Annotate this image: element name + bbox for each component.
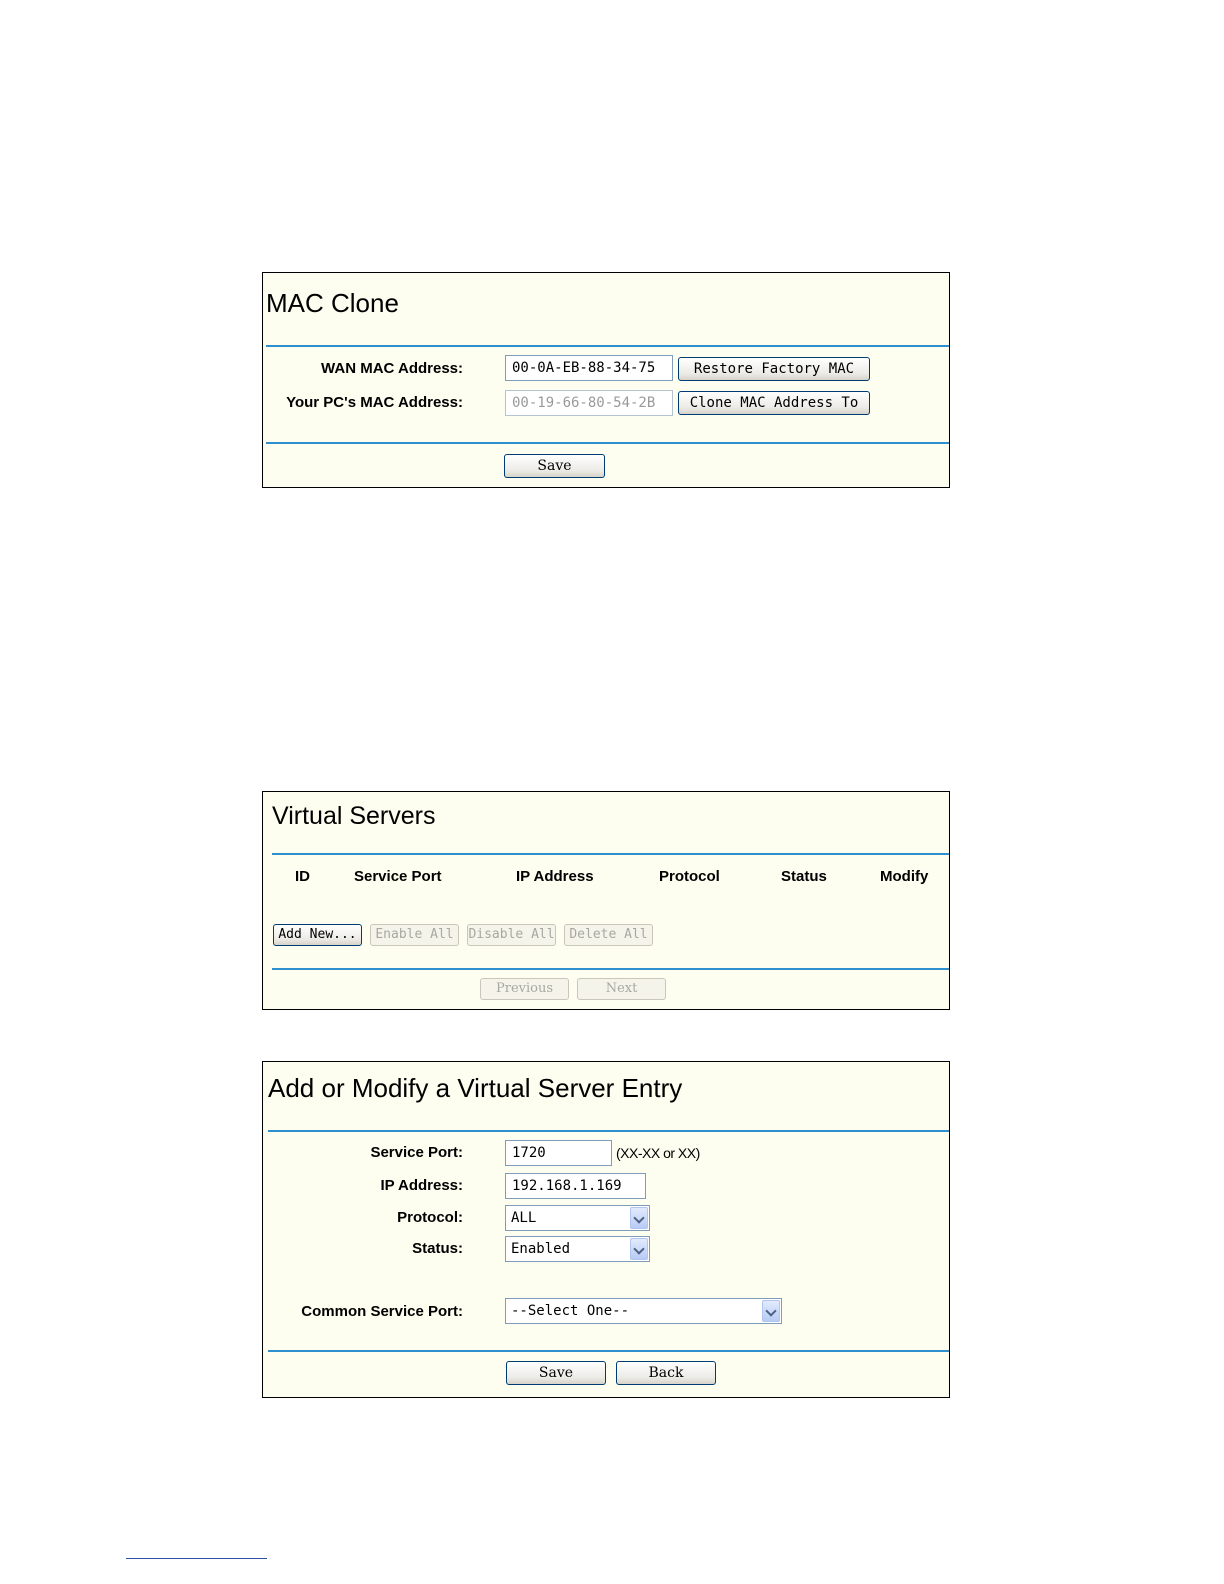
status-select[interactable] <box>505 1236 650 1262</box>
entry-save-button[interactable]: Save <box>506 1361 606 1385</box>
add-new-button[interactable]: Add New... <box>273 924 362 946</box>
wan-mac-input[interactable]: 00-0A-EB-88-34-75 <box>505 355 673 381</box>
service-port-hint: (XX-XX or XX) <box>616 1145 700 1161</box>
chevron-down-icon[interactable] <box>630 1207 648 1229</box>
entry-form-panel <box>262 1061 950 1398</box>
back-button[interactable]: Back <box>616 1361 716 1385</box>
virtual-servers-top-divider <box>272 853 949 855</box>
service-port-input[interactable]: 1720 <box>505 1140 612 1166</box>
mac-clone-bottom-divider <box>266 442 949 444</box>
protocol-label: Protocol: <box>397 1209 463 1226</box>
virtual-servers-bottom-divider <box>272 968 949 970</box>
pc-mac-input: 00-19-66-80-54-2B <box>505 390 673 416</box>
mac-clone-save-button[interactable]: Save <box>504 454 605 478</box>
common-service-port-value: --Select One-- <box>511 1303 630 1319</box>
status-label: Status: <box>412 1240 463 1257</box>
mac-clone-top-divider <box>266 345 949 347</box>
protocol-select[interactable] <box>505 1205 650 1231</box>
column-protocol: Protocol <box>659 868 720 885</box>
footnote-rule <box>126 1558 267 1559</box>
mac-clone-title: MAC Clone <box>266 288 399 318</box>
chevron-down-icon[interactable] <box>630 1238 648 1260</box>
virtual-servers-panel <box>262 791 950 1010</box>
common-service-port-select[interactable] <box>505 1298 782 1324</box>
delete-all-button: Delete All <box>564 924 653 946</box>
column-service-port: Service Port <box>354 868 442 885</box>
mac-clone-panel <box>262 272 950 488</box>
entry-form-top-divider <box>268 1130 949 1132</box>
enable-all-button: Enable All <box>370 924 459 946</box>
entry-form-bottom-divider <box>268 1350 949 1352</box>
column-id: ID <box>295 868 310 885</box>
pc-mac-label: Your PC's MAC Address: <box>286 394 463 411</box>
virtual-servers-title: Virtual Servers <box>272 802 436 830</box>
common-service-port-label: Common Service Port: <box>301 1303 463 1320</box>
chevron-down-icon[interactable] <box>762 1300 780 1322</box>
previous-button: Previous <box>480 978 569 1000</box>
column-ip-address: IP Address <box>516 868 594 885</box>
entry-form-title: Add or Modify a Virtual Server Entry <box>268 1073 683 1103</box>
ip-address-input[interactable]: 192.168.1.169 <box>505 1173 646 1199</box>
column-status: Status <box>781 868 827 885</box>
column-modify: Modify <box>880 868 929 885</box>
restore-factory-mac-button[interactable]: Restore Factory MAC <box>678 357 870 381</box>
ip-address-label: IP Address: <box>380 1177 463 1194</box>
wan-mac-label: WAN MAC Address: <box>321 360 463 377</box>
next-button: Next <box>577 978 666 1000</box>
clone-mac-button[interactable]: Clone MAC Address To <box>678 391 870 415</box>
status-select-value: Enabled <box>511 1241 571 1257</box>
service-port-label: Service Port: <box>370 1144 463 1161</box>
protocol-select-value: ALL <box>511 1210 537 1226</box>
disable-all-button: Disable All <box>467 924 556 946</box>
